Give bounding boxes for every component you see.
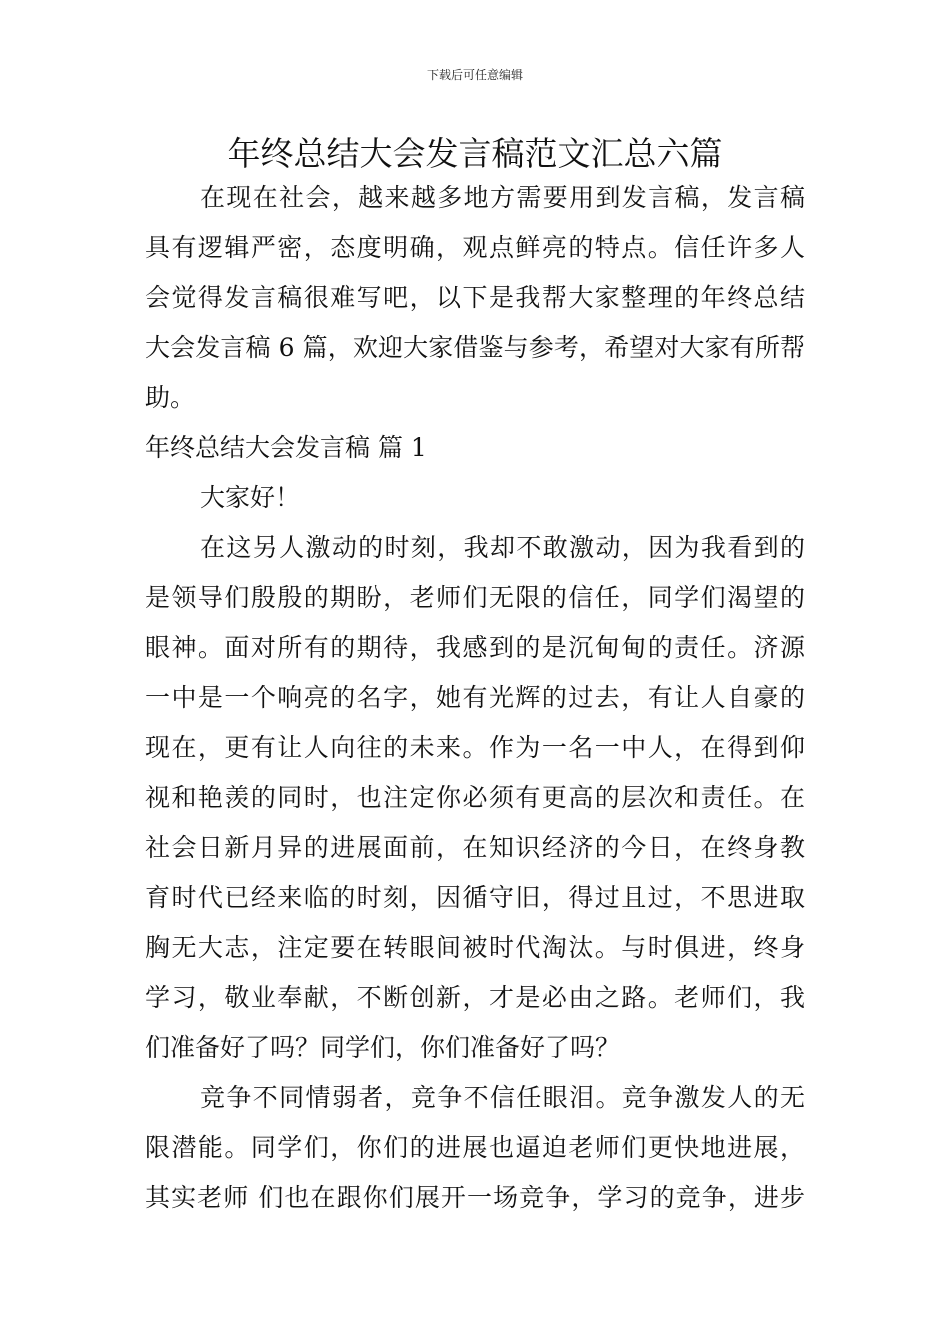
download-note: 下载后可任意编辑 <box>426 68 523 82</box>
para1-line-4: 一中是一个响亮的名字，她有光辉的过去，有让人自豪的 <box>145 683 805 712</box>
para1-line-5: 现在，更有让人向往的未来。作为一名一中人，在得到仰 <box>145 733 805 762</box>
para1-line-11: 们准备好了吗？同学们，你们准备好了吗？ <box>145 1033 621 1062</box>
document-title: 年终总结大会发言稿范文汇总六篇 <box>227 134 723 173</box>
para1-line-9: 胸无大志，注定要在转眼间被时代淘汰。与时俱进，终身 <box>145 933 805 962</box>
para1-line-8: 育时代已经来临的时刻，因循守旧，得过且过，不思进取 <box>145 883 805 912</box>
para2-line-3: 其实老师 们也在跟你们展开一场竞争，学习的竞争，进步 <box>145 1183 805 1212</box>
section-heading: 年终总结大会发言稿 篇 1 <box>145 433 427 462</box>
greeting: 大家好！ <box>200 483 301 512</box>
para1-line-10: 学习，敬业奉献，不断创新，才是必由之路。老师们，我 <box>145 983 805 1012</box>
intro-line-3: 会觉得发言稿很难写吧，以下是我帮大家整理的年终总结 <box>145 283 805 312</box>
intro-line-4: 大会发言稿 6 篇，欢迎大家借鉴与参考，希望对大家有所帮 <box>145 333 805 362</box>
para1-line-7: 社会日新月异的进展面前，在知识经济的今日，在终身教 <box>145 833 805 862</box>
para2-line-1: 竞争不同情弱者，竞争不信任眼泪。竞争激发人的无 <box>200 1083 805 1112</box>
intro-line-2: 具有逻辑严密，态度明确，观点鲜亮的特点。信任许多人 <box>145 233 805 262</box>
para1-line-3: 眼神。面对所有的期待，我感到的是沉甸甸的责任。济源 <box>145 633 805 662</box>
intro-line-1: 在现在社会，越来越多地方需要用到发言稿，发言稿 <box>200 183 805 212</box>
para1-line-1: 在这另人激动的时刻，我却不敢激动，因为我看到的 <box>200 533 805 562</box>
para1-line-2: 是领导们殷殷的期盼，老师们无限的信任，同学们渴望的 <box>145 583 805 612</box>
para2-line-2: 限潜能。同学们，你们的进展也逼迫老师们更快地进展， <box>145 1133 805 1162</box>
intro-line-5: 助。 <box>145 383 196 412</box>
para1-line-6: 视和艳羡的同时，也注定你必须有更高的层次和责任。在 <box>145 783 805 812</box>
